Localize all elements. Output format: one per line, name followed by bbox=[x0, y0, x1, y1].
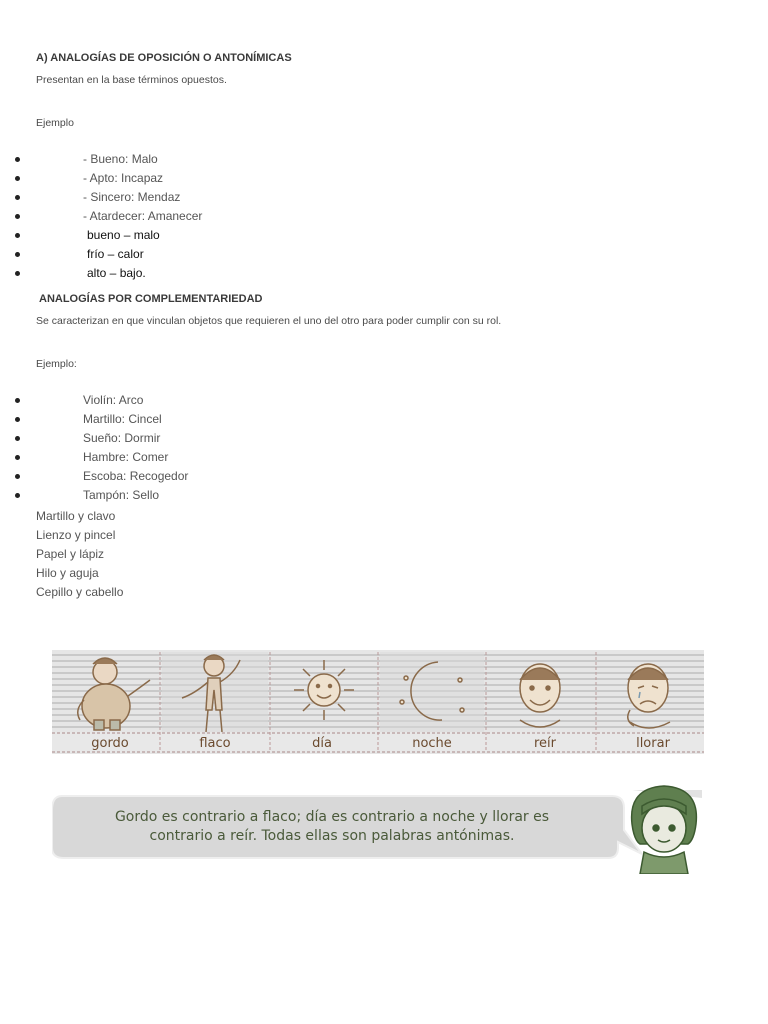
list-item: Cepillo y cabello bbox=[36, 585, 124, 599]
caption-reir: reír bbox=[533, 736, 556, 751]
list-item: Lienzo y pincel bbox=[36, 528, 116, 542]
pairs-list bbox=[36, 507, 123, 602]
section1-example-label: Ejemplo bbox=[36, 117, 74, 129]
caption-flaco: flaco bbox=[199, 736, 231, 751]
laughing-boy-icon bbox=[490, 650, 590, 734]
moon-icon bbox=[382, 650, 482, 734]
sun-icon bbox=[274, 650, 374, 734]
bubble-line-2: contrario a reír. Todas ellas son palabras antónimas. bbox=[149, 828, 515, 844]
list-item: Papel y lápiz bbox=[36, 547, 105, 561]
section1-title: A) ANALOGÍAS DE OPOSICIÓN O ANTONÍMICAS bbox=[36, 52, 292, 64]
crying-boy-icon bbox=[600, 650, 700, 734]
list-item: Martillo y clavo bbox=[36, 509, 116, 523]
section2-title: ANALOGÍAS POR COMPLEMENTARIEDAD bbox=[39, 293, 263, 305]
fat-boy-icon bbox=[60, 650, 160, 734]
antonyms-illustration-strip bbox=[52, 648, 704, 758]
bubble-line-1: Gordo es contrario a flaco; día es contrario a noche y llorar es bbox=[114, 809, 550, 825]
caption-dia: día bbox=[312, 736, 332, 751]
caption-llorar: llorar bbox=[636, 736, 670, 751]
caption-noche: noche bbox=[412, 736, 452, 751]
girl-icon bbox=[618, 784, 710, 874]
caption-gordo: gordo bbox=[91, 736, 129, 751]
section1-description: Presentan en la base términos opuestos. bbox=[36, 74, 227, 86]
speech-bubble-area bbox=[52, 790, 712, 874]
section2-description: Se caracterizan en que vinculan objetos que requieren el uno del otro para poder cumplir con su rol. bbox=[36, 315, 502, 327]
section2-example-label: Ejemplo: bbox=[36, 358, 77, 370]
list-item: Hilo y aguja bbox=[36, 566, 99, 580]
thin-boy-icon bbox=[168, 650, 268, 734]
